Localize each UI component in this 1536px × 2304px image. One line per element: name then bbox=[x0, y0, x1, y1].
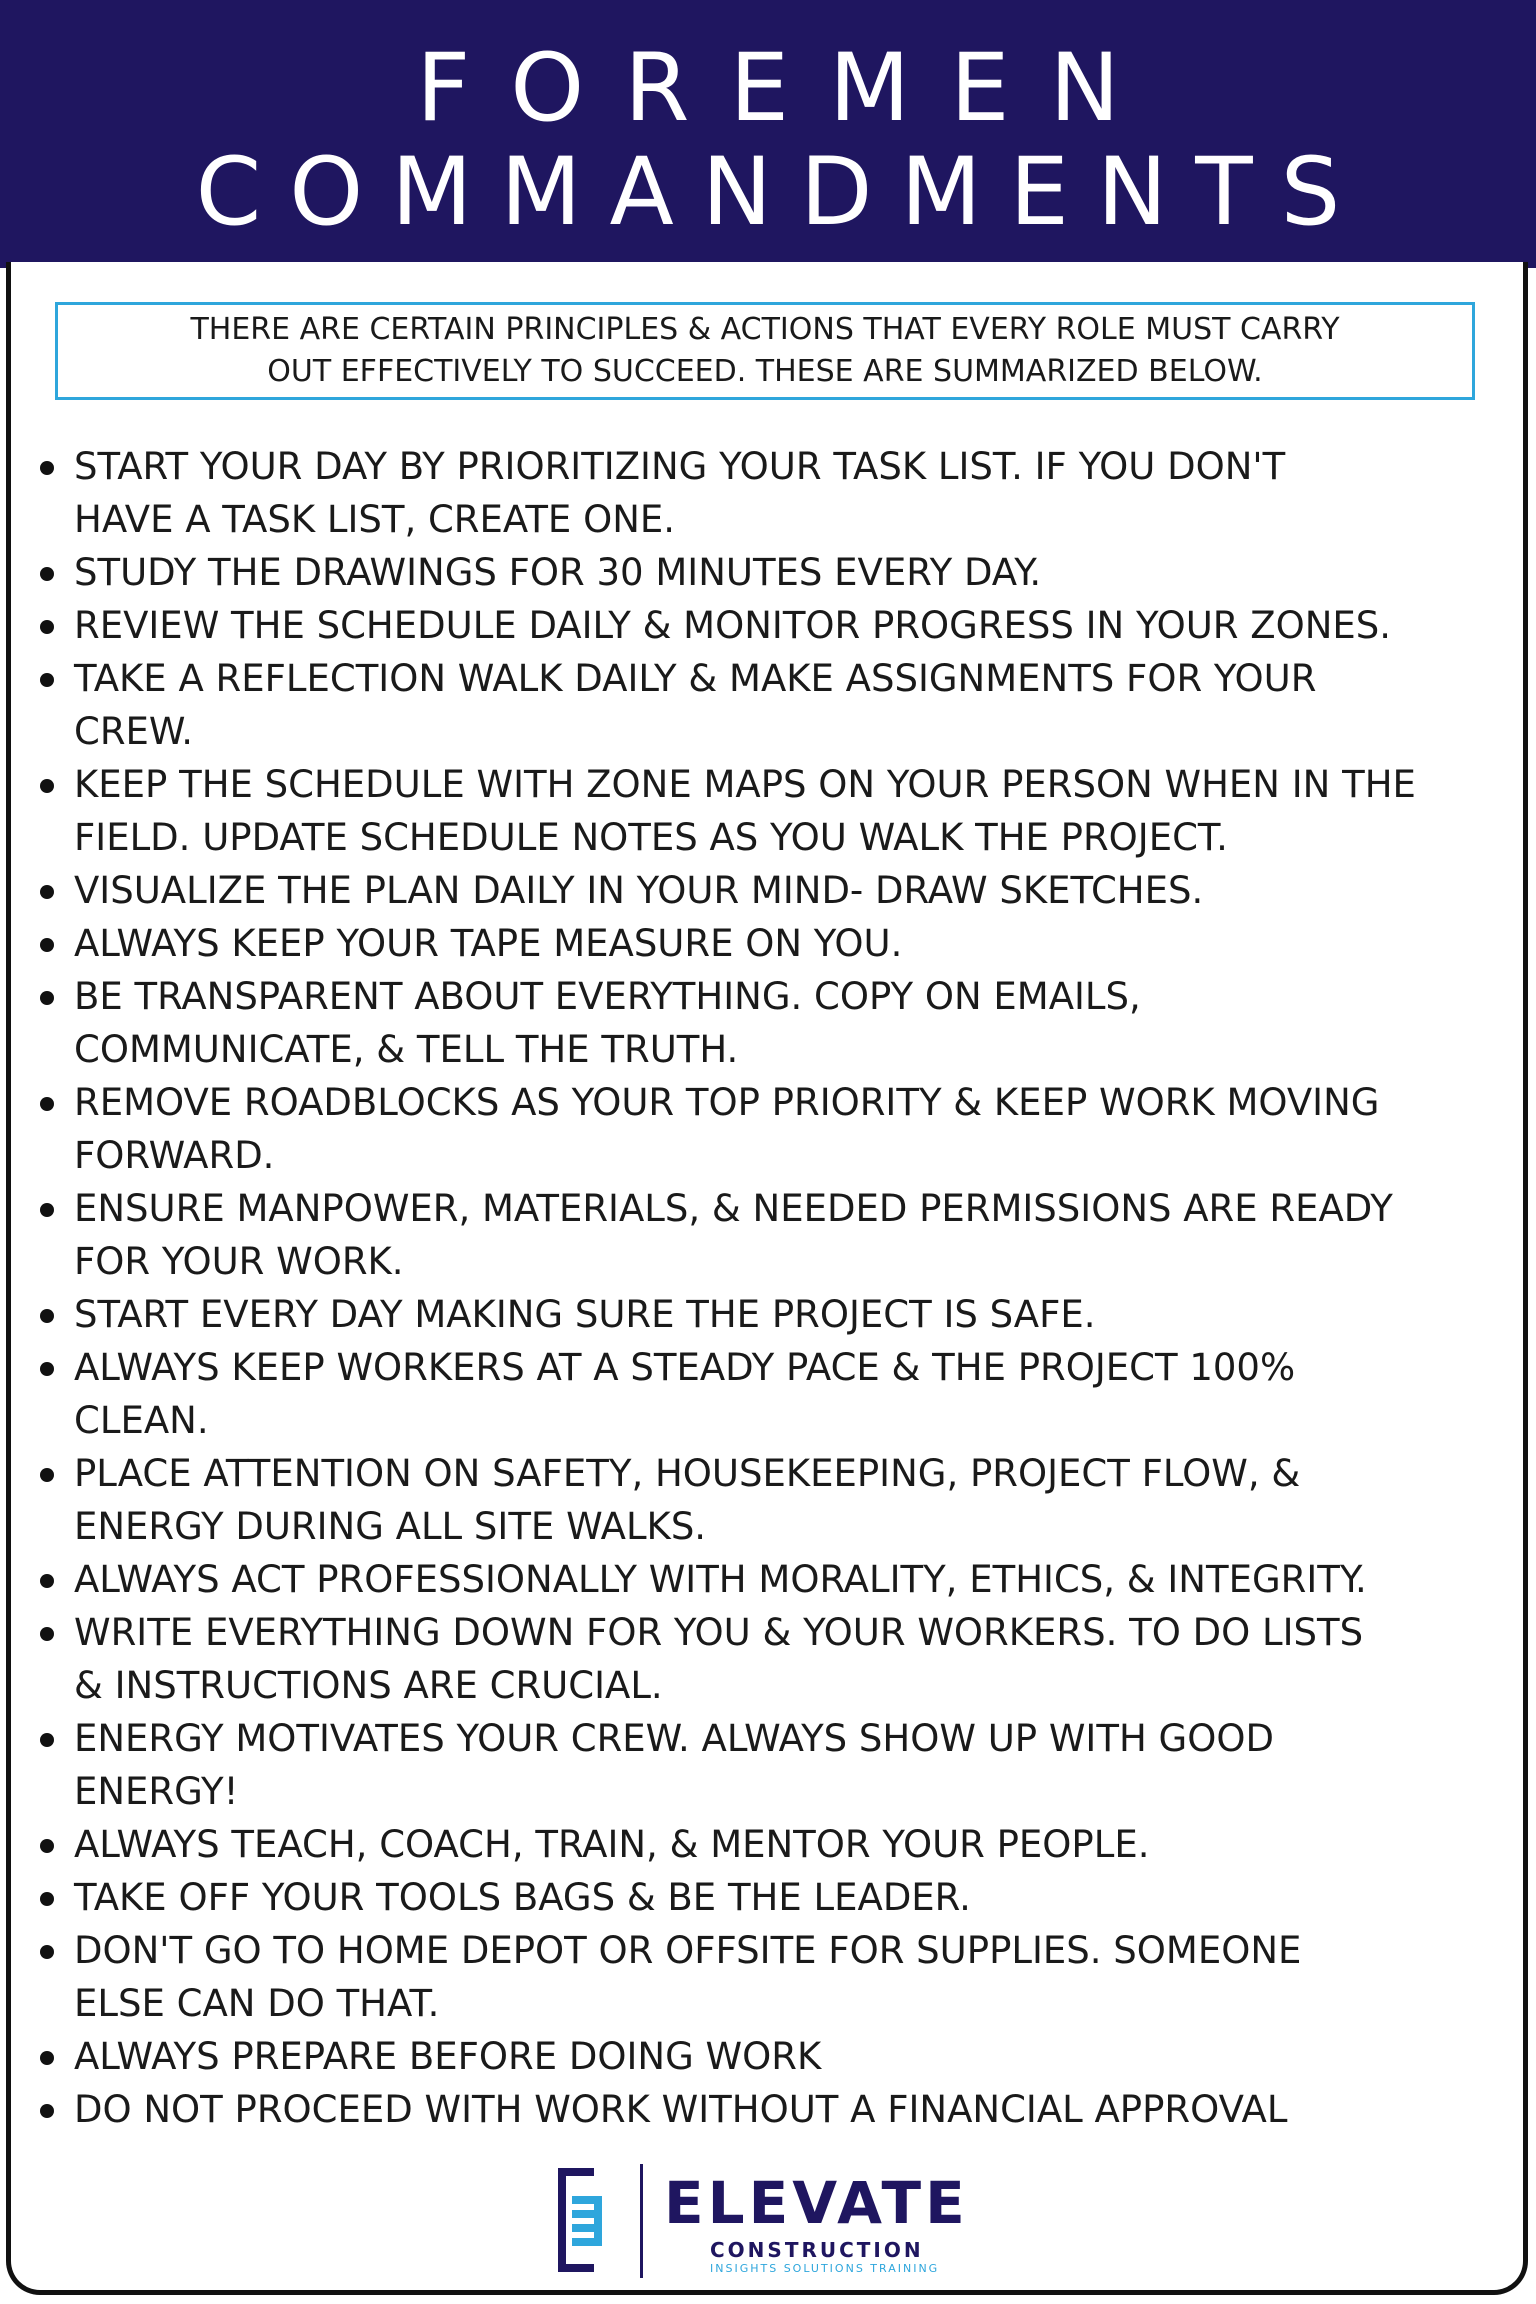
list-item-text: & INSTRUCTIONS ARE CRUCIAL. bbox=[74, 1664, 663, 1707]
list-item-text: ENERGY MOTIVATES YOUR CREW. ALWAYS SHOW UP WITH GOOD bbox=[74, 1717, 1274, 1760]
list-item bbox=[36, 1818, 1496, 1871]
bullet-icon bbox=[40, 1097, 54, 1111]
list-item bbox=[36, 1871, 1496, 1924]
list-item bbox=[36, 1341, 1496, 1447]
list-item-text: FIELD. UPDATE SCHEDULE NOTES AS YOU WALK THE PROJECT. bbox=[74, 816, 1228, 859]
list-item bbox=[36, 758, 1496, 864]
list-item-text: ALWAYS PREPARE BEFORE DOING WORK bbox=[74, 2035, 822, 2078]
bullet-icon bbox=[40, 991, 54, 1005]
list-item bbox=[36, 652, 1496, 758]
list-item bbox=[36, 917, 1496, 970]
bullet-icon bbox=[40, 1203, 54, 1217]
list-item-text: FORWARD. bbox=[74, 1134, 275, 1177]
list-item-text: PLACE ATTENTION ON SAFETY, HOUSEKEEPING, PROJECT FLOW, & bbox=[74, 1452, 1301, 1495]
elevate-e-icon bbox=[556, 2166, 604, 2274]
bullet-icon bbox=[40, 620, 54, 634]
list-item-text: VISUALIZE THE PLAN DAILY IN YOUR MIND- DRAW SKETCHES. bbox=[74, 869, 1204, 912]
list-item-text: START EVERY DAY MAKING SURE THE PROJECT IS SAFE. bbox=[74, 1293, 1096, 1336]
list-item-text: TAKE A REFLECTION WALK DAILY & MAKE ASSIGNMENTS FOR YOUR bbox=[74, 657, 1317, 700]
elevate-logo bbox=[550, 2158, 990, 2284]
list-item-text: CLEAN. bbox=[74, 1399, 209, 1442]
bullet-icon bbox=[40, 885, 54, 899]
bullet-icon bbox=[40, 1892, 54, 1906]
bullet-icon bbox=[40, 1362, 54, 1376]
list-item-text: FOR YOUR WORK. bbox=[74, 1240, 404, 1283]
list-item-text: ENSURE MANPOWER, MATERIALS, & NEEDED PERMISSIONS ARE READY bbox=[74, 1187, 1393, 1230]
header-banner bbox=[0, 0, 1536, 268]
list-item bbox=[36, 2030, 1496, 2083]
list-item-text: START YOUR DAY BY PRIORITIZING YOUR TASK LIST. IF YOU DON'T bbox=[74, 445, 1286, 488]
list-item-text: CREW. bbox=[74, 710, 194, 753]
bullet-icon bbox=[40, 938, 54, 952]
bullet-icon bbox=[40, 1468, 54, 1482]
list-item bbox=[36, 1076, 1496, 1182]
list-item-text: ENERGY DURING ALL SITE WALKS. bbox=[74, 1505, 707, 1548]
bullet-icon bbox=[40, 1945, 54, 1959]
list-item-text: ENERGY! bbox=[74, 1770, 239, 1813]
list-item bbox=[36, 599, 1496, 652]
list-item bbox=[36, 1712, 1496, 1818]
list-item bbox=[36, 440, 1496, 546]
list-item-text: WRITE EVERYTHING DOWN FOR YOU & YOUR WORKERS. TO DO LISTS bbox=[74, 1611, 1364, 1654]
list-item bbox=[36, 1182, 1496, 1288]
intro-line: THERE ARE CERTAIN PRINCIPLES & ACTIONS THAT EVERY ROLE MUST CARRY bbox=[190, 312, 1340, 347]
page-title-line-2: COMMANDMENTS bbox=[195, 138, 1369, 247]
bullet-icon bbox=[40, 1839, 54, 1853]
list-item-text: ALWAYS ACT PROFESSIONALLY WITH MORALITY, ETHICS, & INTEGRITY. bbox=[74, 1558, 1367, 1601]
bullet-icon bbox=[40, 673, 54, 687]
intro-line: OUT EFFECTIVELY TO SUCCEED. THESE ARE SUMMARIZED BELOW. bbox=[267, 354, 1263, 389]
list-item-text: REMOVE ROADBLOCKS AS YOUR TOP PRIORITY & KEEP WORK MOVING bbox=[74, 1081, 1380, 1124]
list-item-text: BE TRANSPARENT ABOUT EVERYTHING. COPY ON EMAILS, bbox=[74, 975, 1141, 1018]
list-item bbox=[36, 1606, 1496, 1712]
list-item bbox=[36, 1924, 1496, 2030]
list-item bbox=[36, 546, 1496, 599]
logo-name: ELEVATE bbox=[664, 2169, 969, 2237]
list-item-text: KEEP THE SCHEDULE WITH ZONE MAPS ON YOUR PERSON WHEN IN THE bbox=[74, 763, 1416, 806]
list-item bbox=[36, 970, 1496, 1076]
bullet-icon bbox=[40, 1309, 54, 1323]
bullet-icon bbox=[40, 2051, 54, 2065]
bullet-icon bbox=[40, 461, 54, 475]
list-item bbox=[36, 1553, 1496, 1606]
logo-tagline: INSIGHTS SOLUTIONS TRAINING bbox=[710, 2262, 940, 2275]
intro-box bbox=[55, 302, 1475, 400]
bullet-icon bbox=[40, 779, 54, 793]
bullet-icon bbox=[40, 567, 54, 581]
logo-divider bbox=[640, 2164, 643, 2278]
list-item-text: TAKE OFF YOUR TOOLS BAGS & BE THE LEADER. bbox=[74, 1876, 971, 1919]
commandments-list bbox=[36, 440, 1496, 2136]
list-item-text: DO NOT PROCEED WITH WORK WITHOUT A FINANCIAL APPROVAL bbox=[74, 2088, 1288, 2131]
list-item-text: ALWAYS KEEP WORKERS AT A STEADY PACE & THE PROJECT 100% bbox=[74, 1346, 1296, 1389]
bullet-icon bbox=[40, 1627, 54, 1641]
page-title-line-1: FOREMEN bbox=[416, 34, 1160, 143]
list-item-text: ELSE CAN DO THAT. bbox=[74, 1982, 440, 2025]
list-item-text: STUDY THE DRAWINGS FOR 30 MINUTES EVERY DAY. bbox=[74, 551, 1042, 594]
logo-subtitle: CONSTRUCTION bbox=[710, 2238, 924, 2262]
list-item-text: ALWAYS KEEP YOUR TAPE MEASURE ON YOU. bbox=[74, 922, 903, 965]
list-item-text: REVIEW THE SCHEDULE DAILY & MONITOR PROGRESS IN YOUR ZONES. bbox=[74, 604, 1392, 647]
list-item bbox=[36, 864, 1496, 917]
bullet-icon bbox=[40, 2104, 54, 2118]
list-item-text: HAVE A TASK LIST, CREATE ONE. bbox=[74, 498, 676, 541]
list-item-text: ALWAYS TEACH, COACH, TRAIN, & MENTOR YOUR PEOPLE. bbox=[74, 1823, 1150, 1866]
bullet-icon bbox=[40, 1733, 54, 1747]
list-item bbox=[36, 1447, 1496, 1553]
list-item-text: DON'T GO TO HOME DEPOT OR OFFSITE FOR SUPPLIES. SOMEONE bbox=[74, 1929, 1302, 1972]
bullet-icon bbox=[40, 1574, 54, 1588]
list-item-text: COMMUNICATE, & TELL THE TRUTH. bbox=[74, 1028, 739, 1071]
list-item bbox=[36, 1288, 1496, 1341]
list-item bbox=[36, 2083, 1496, 2136]
